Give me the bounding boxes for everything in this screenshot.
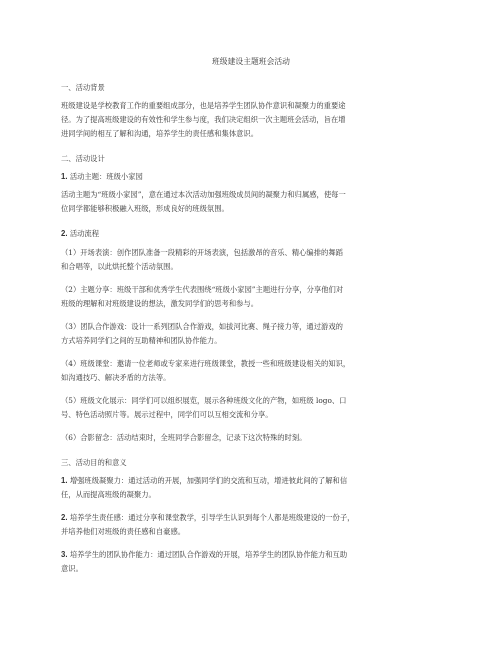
- section-heading-background: 一、活动背景: [61, 83, 105, 92]
- list-item-line: （2）主题分享：班级干部和优秀学生代表围绕“班级小家园”主题进行分享，分享他们对: [61, 285, 344, 294]
- list-item-line: 并培养他们对班级的责任感和自豪感。: [61, 527, 186, 536]
- list-item-line: （3）团队合作游戏：设计一系列团队合作游戏，如拔河比赛、绳子接力等，通过游戏的: [61, 322, 343, 331]
- list-item-line: 和合唱等，以此烘托整个活动氛围。: [61, 262, 178, 271]
- section-heading-design: 二、活动设计: [61, 154, 105, 163]
- list-item-line: [61, 476, 446, 486]
- list-item-line: （4）班级课堂：邀请一位老师或专家来进行班级课堂，教授一些和班级建设相关的知识，: [61, 359, 351, 368]
- paragraph-line: 位同学都能够积极融入班级，形成良好的班级氛围。: [61, 204, 229, 213]
- list-item-line: （1）开场表演：创作团队准备一段精彩的开场表演，包括激昂的音乐、精心编排的舞蹈: [61, 248, 343, 257]
- list-item-text: 培养学生责任感：通过分享和课堂教学，引导学生认识到每个人都是班级建设的一份子，: [69, 513, 355, 522]
- list-item-text: 增强班级凝聚力：通过活动的开展，加强同学们的交流和互动，增进彼此间的了解和信: [69, 476, 348, 485]
- list-number: 3.: [61, 550, 68, 559]
- list-item-line: （6）合影留念：活动结束时，全班同学合影留念，记录下这次特殊的时刻。: [61, 433, 307, 442]
- list-item-line: 任，从而提高班级的凝聚力。: [61, 490, 156, 499]
- document-title: 班级建设主题班会活动: [212, 57, 290, 66]
- subheading-text: 活动主题：班级小家园: [69, 172, 143, 181]
- list-item-line: 班级的理解和对班级建设的想法，激发同学们的思考和参与。: [61, 299, 259, 308]
- list-number: 1.: [61, 476, 68, 485]
- paragraph-line: 班级建设是学校教育工作的重要组成部分，也是培养学生团队协作意识和凝聚力的重要途: [61, 101, 346, 110]
- list-item-line: [61, 550, 446, 560]
- paragraph-line: 径。为了提高班级建设的有效性和学生参与度，我们决定组织一次主题班会活动，旨在增: [61, 115, 346, 124]
- list-item-line: 如沟通技巧、解决矛盾的方法等。: [61, 373, 171, 382]
- list-number: 2.: [61, 229, 68, 238]
- list-item-line: 方式培养同学们之间的互助精神和团队协作能力。: [61, 336, 222, 345]
- list-item-line: 号、特色活动照片等。展示过程中，同学们可以互相交流和分享。: [61, 410, 273, 419]
- paragraph-line: 活动主题为“班级小家园”，意在通过本次活动加强班级成员间的凝聚力和归属感，使每一: [61, 190, 346, 199]
- list-item-line: （5）班级文化展示：同学们可以组织展览，展示各种班级文化的产物，如班级 logo、口: [61, 396, 347, 405]
- list-item-text: 培养学生的团队协作能力：通过团队合作游戏的开展，培养学生的团队协作能力和互助: [69, 550, 348, 559]
- list-item-line: 意识。: [61, 564, 83, 573]
- paragraph-line: 进同学间的相互了解和沟通，培养学生的责任感和集体意识。: [61, 129, 259, 138]
- list-item-line: [61, 513, 446, 523]
- section-heading-purpose: 三、活动目的和意义: [61, 458, 127, 467]
- list-number: 2.: [61, 513, 68, 522]
- list-number: 1.: [61, 172, 68, 181]
- subheading-text: 活动流程: [69, 229, 100, 238]
- subheading-theme: [61, 172, 446, 182]
- subheading-process: [61, 229, 446, 239]
